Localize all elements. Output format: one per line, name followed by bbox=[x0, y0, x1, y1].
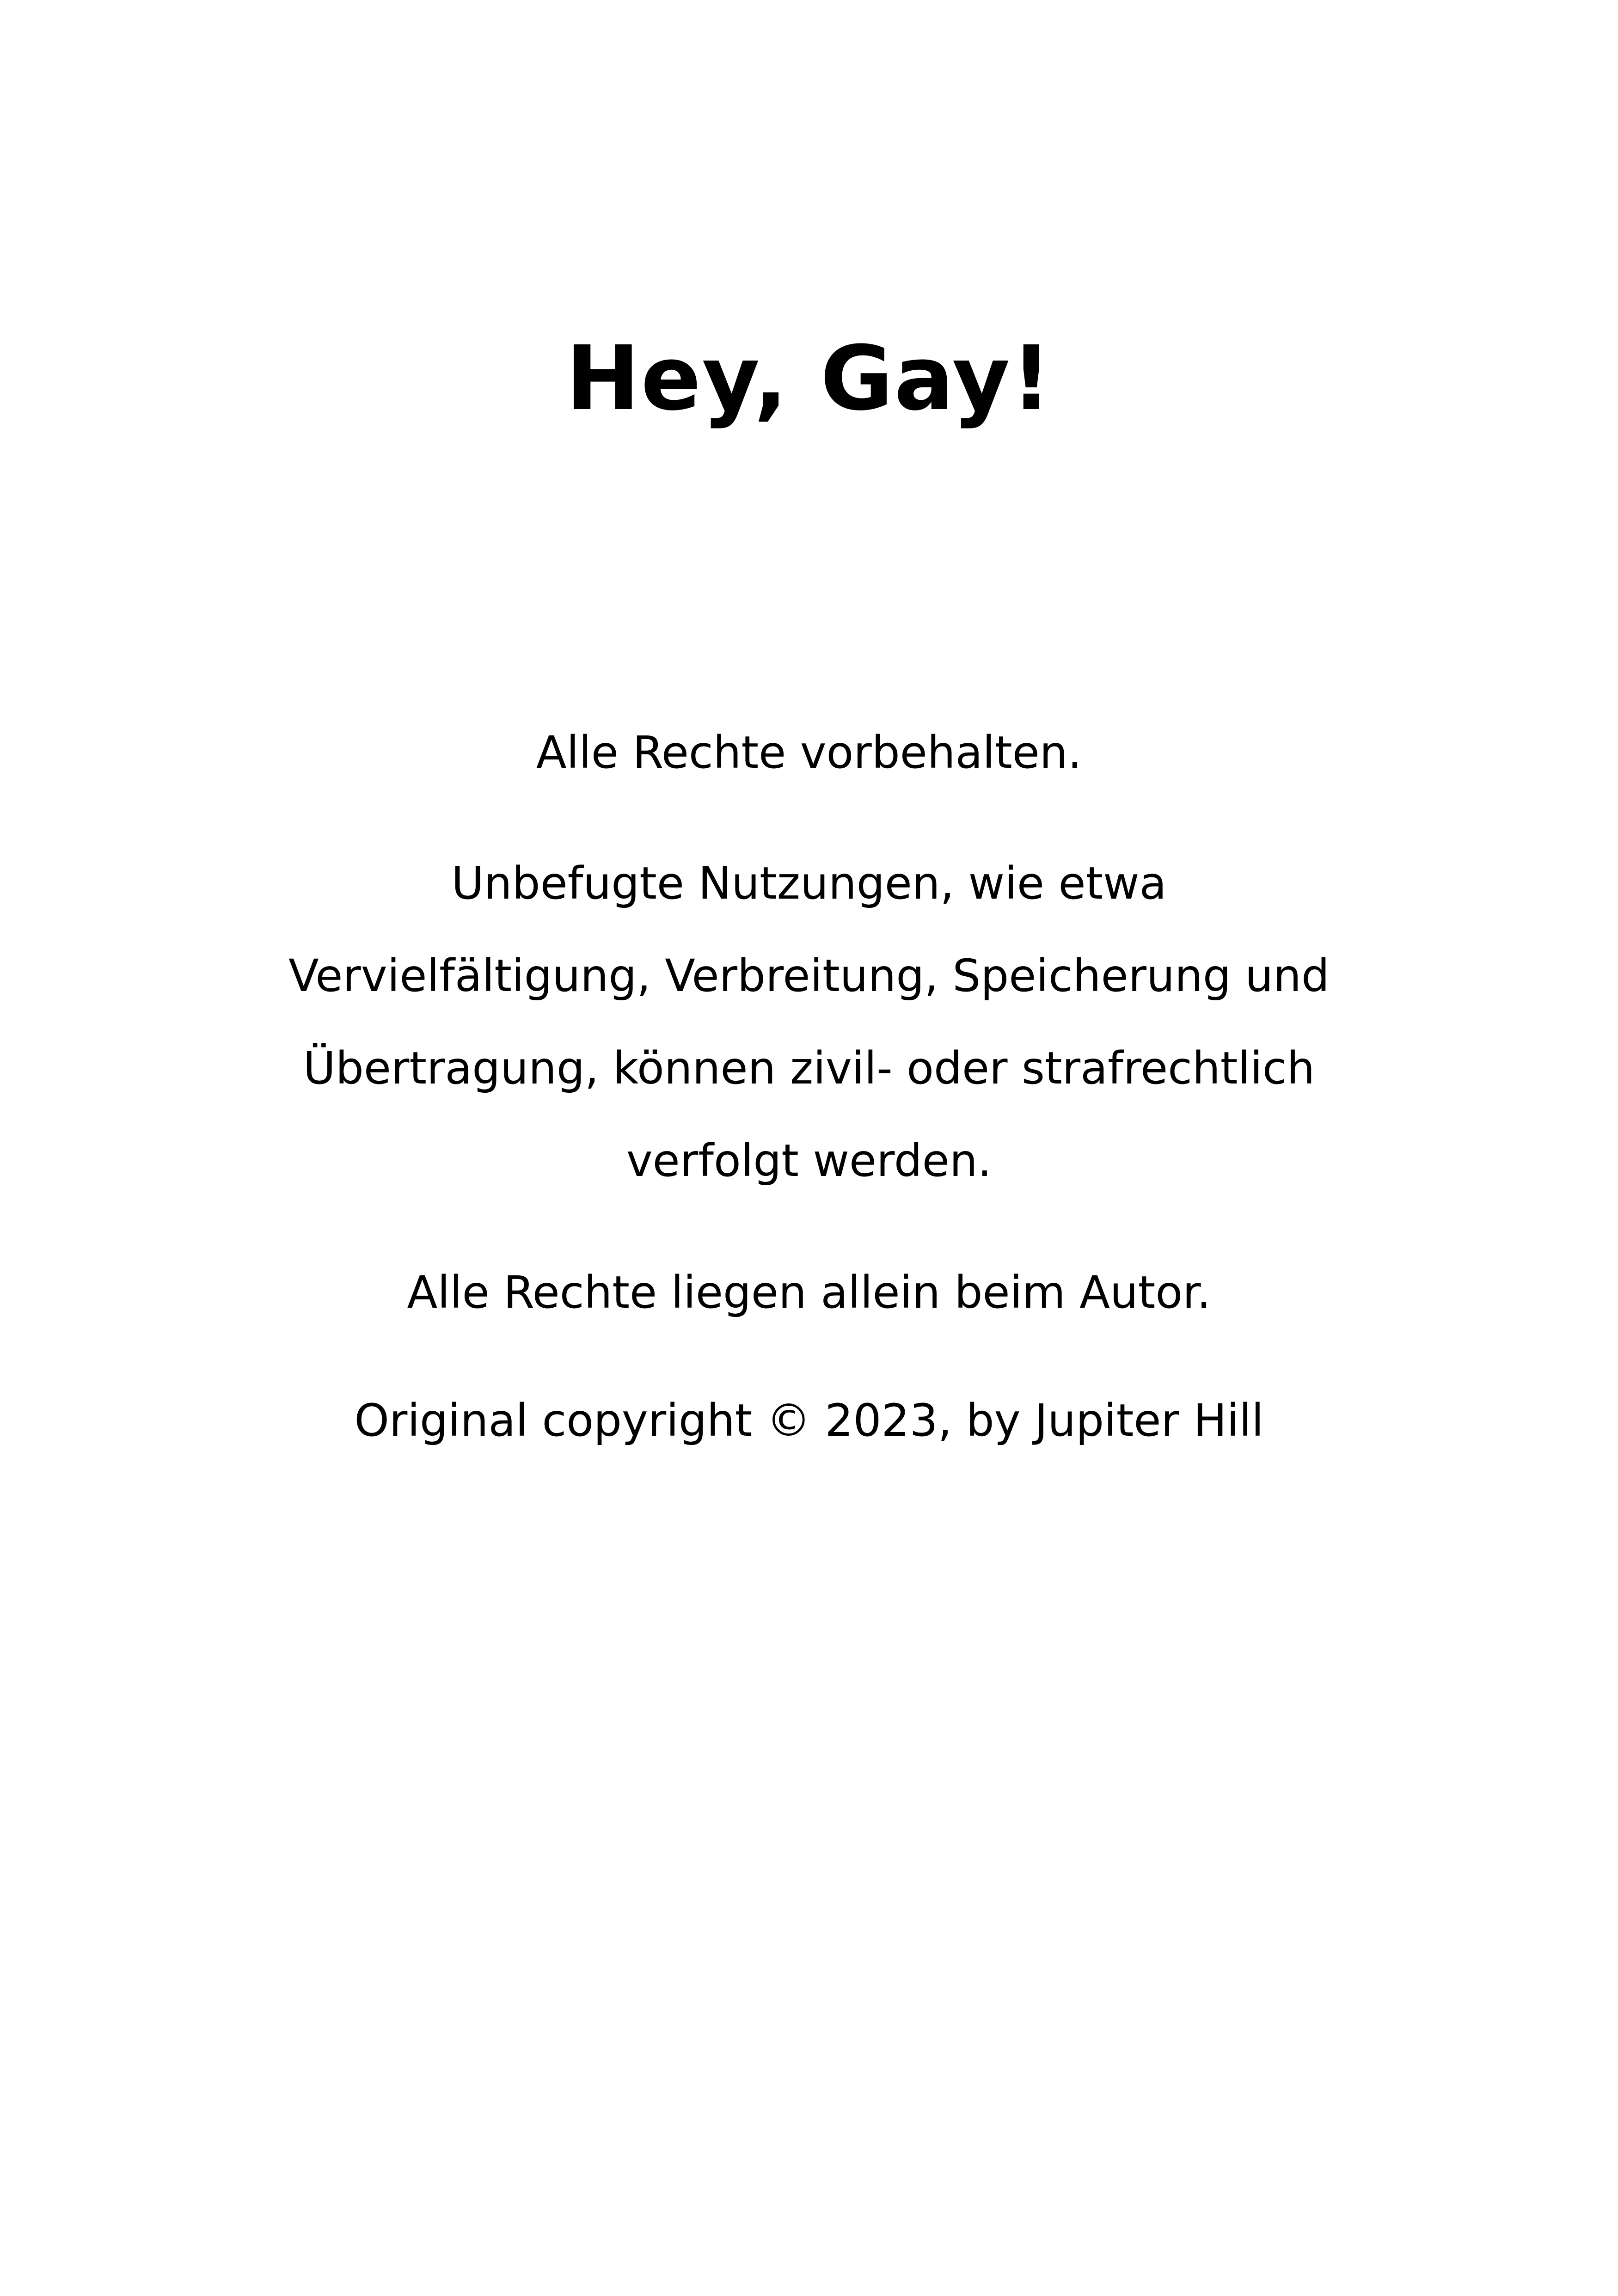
sole-rights-text: Alle Rechte liegen allein beim Autor. bbox=[407, 1267, 1211, 1318]
warning-line: Vervielfältigung, Verbreitung, Speicherung und bbox=[288, 950, 1330, 1002]
warning-line: Übertragung, können zivil- oder strafrechtlich bbox=[303, 1042, 1315, 1094]
book-title: Hey, Gay! bbox=[565, 327, 1053, 430]
warning-line: Unbefugte Nutzungen, wie etwa bbox=[451, 857, 1167, 909]
rights-reserved-text: Alle Rechte vorbehalten. bbox=[536, 727, 1082, 778]
copyright-notice: Original copyright © 2023, by Jupiter Hill bbox=[354, 1395, 1264, 1446]
warning-line: verfolgt werden. bbox=[626, 1135, 992, 1187]
